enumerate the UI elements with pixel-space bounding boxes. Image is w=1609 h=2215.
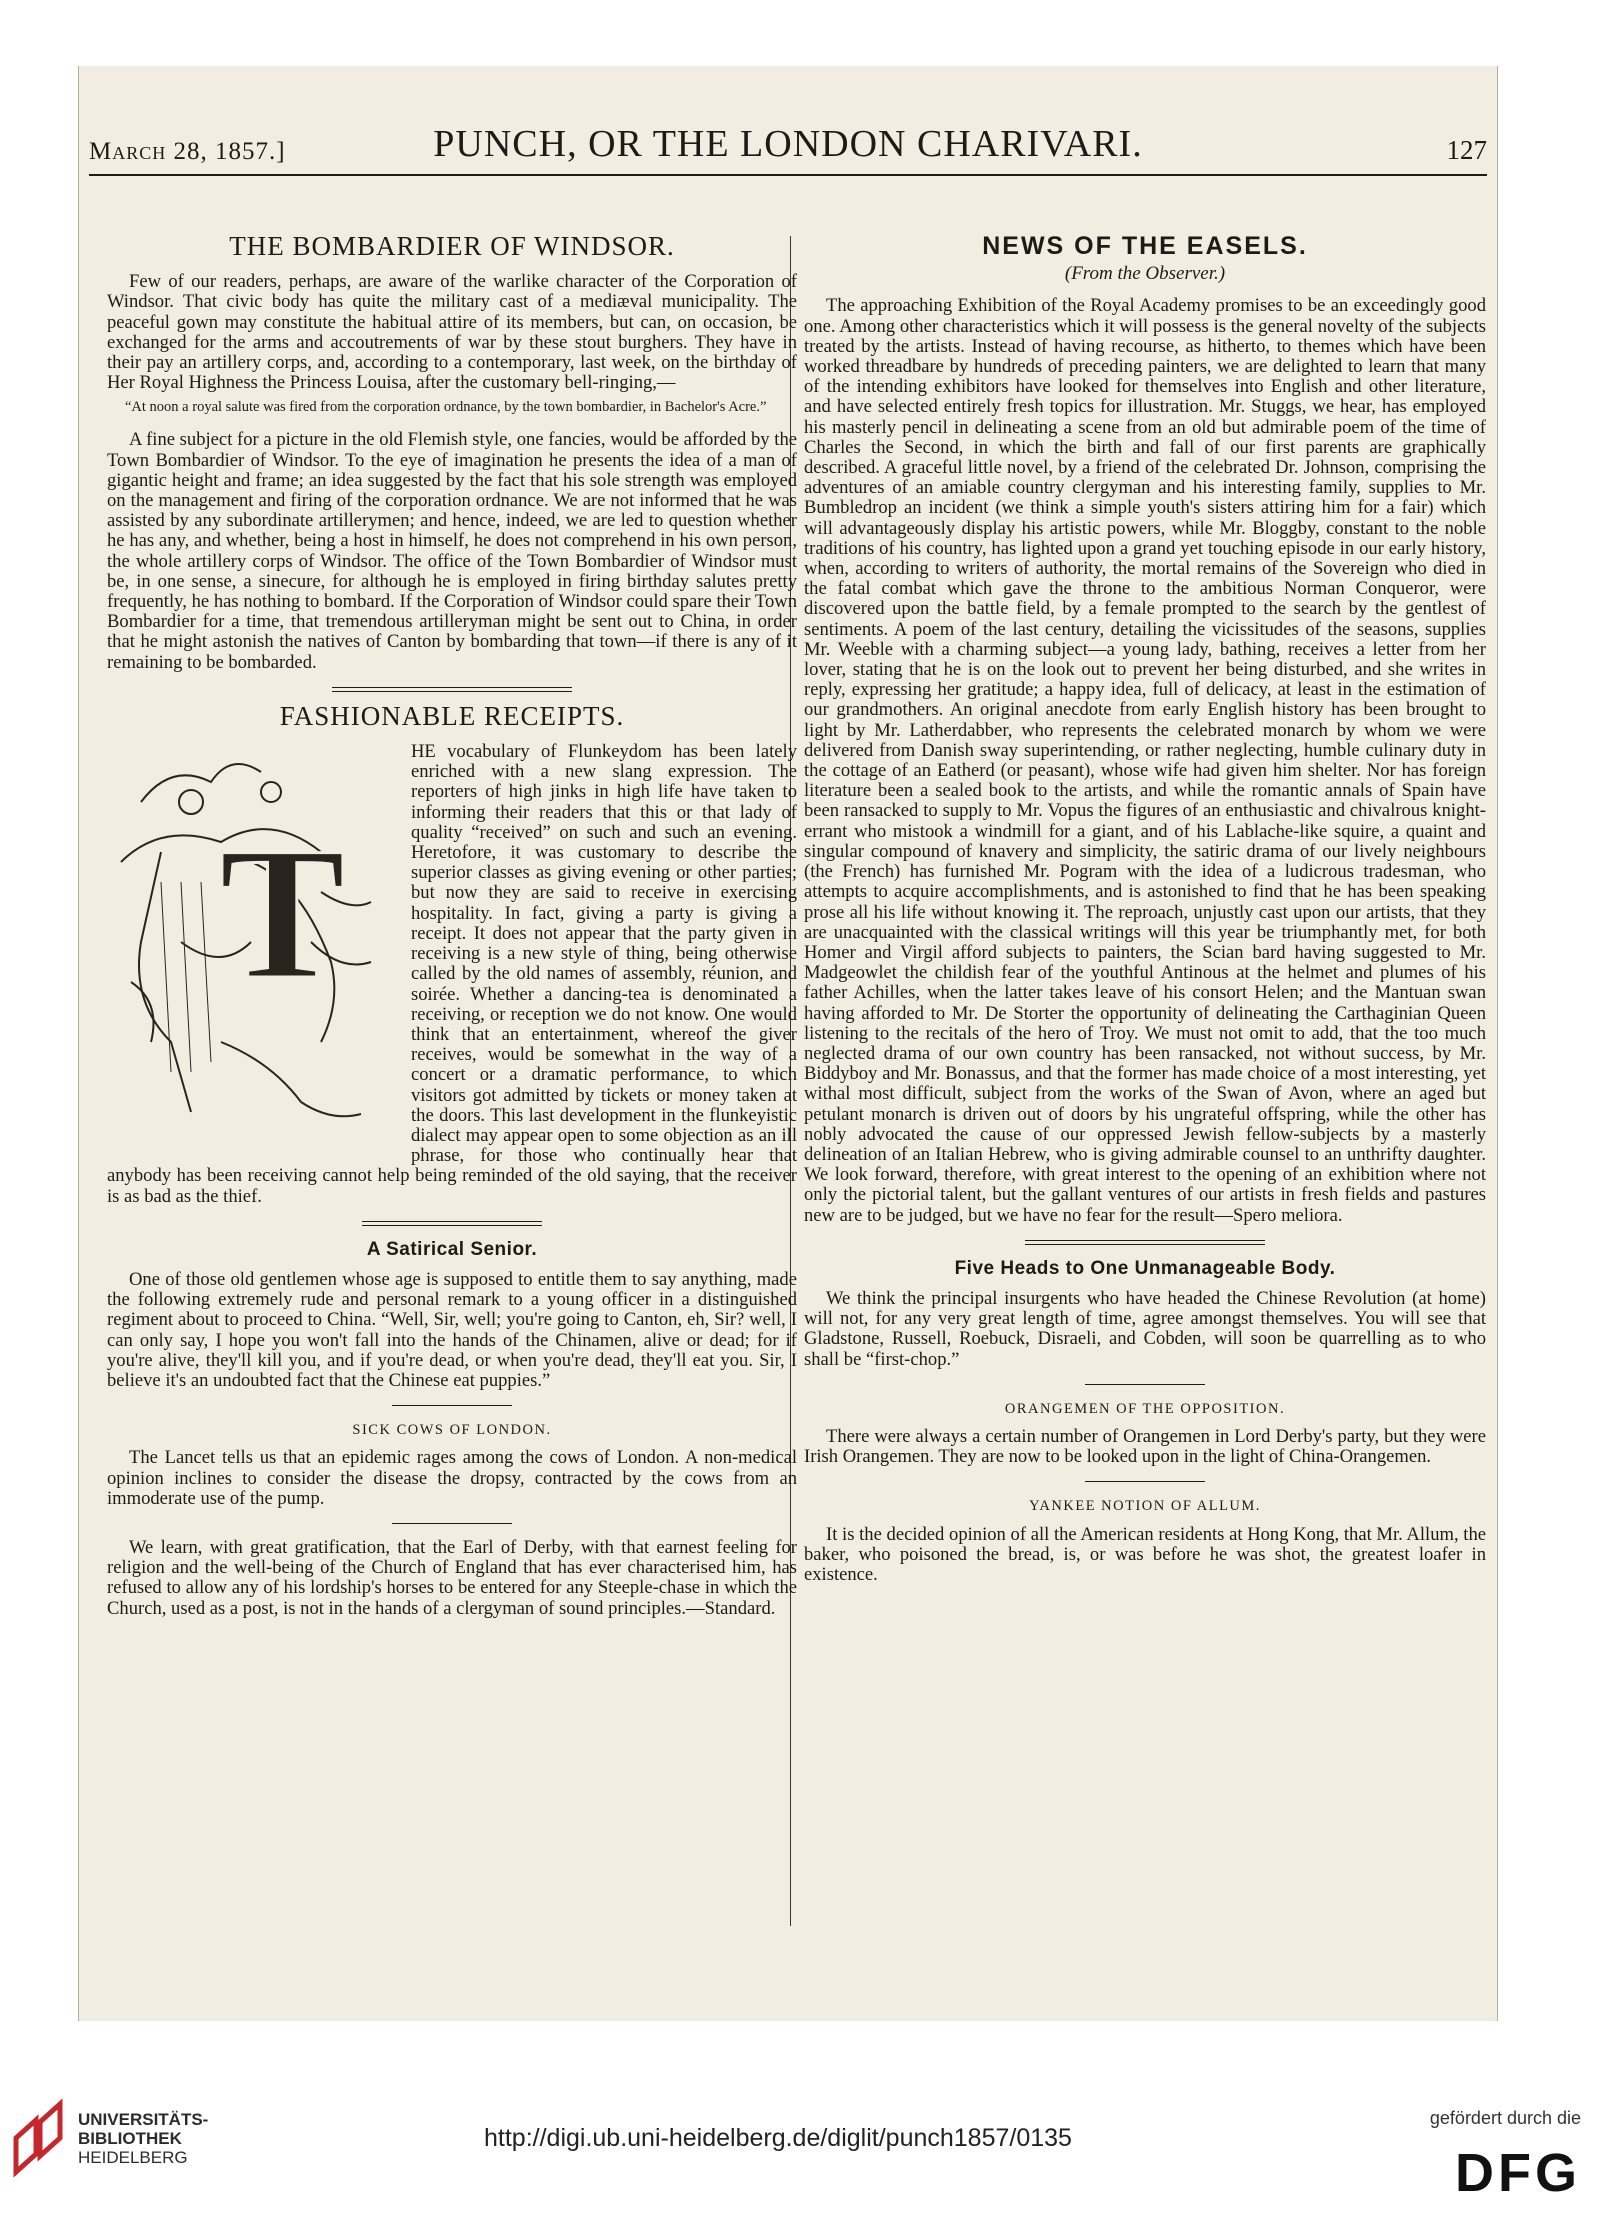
funding-label: gefördert durch die <box>1429 2108 1581 2128</box>
digitization-footer <box>0 2088 1609 2215</box>
article-derby <box>107 1538 797 1619</box>
article-byline: (From the Observer.) <box>1064 263 1226 285</box>
article-paragraph: We think the principal insurgents who have headed the Chinese Revolution (at home) will not, for any very great length of time, agree amongst themselves. You will see that Gladstone, Russell, Roebuck, Disraeli, and Cobden, will soon be quarrelling as to who shall be “first-chop.” <box>804 1287 1486 1370</box>
article-title: THE BOMBARDIER OF WINDSOR. <box>229 231 675 261</box>
section-divider <box>392 1523 512 1524</box>
section-divider <box>392 1405 512 1406</box>
masthead <box>89 96 1487 176</box>
article-paragraph: Few of our readers, perhaps, are aware of the warlike character of the Corporation of Windsor. That civic body has quite the military cast of a mediæval municipality. The peaceful gown may constitute the habitual attire of its members, but can, on occasion, be exchanged for the arms and accoutrements of war by these stout burghers. They have in their pay an artillery corps, and, according to a contemporary, last week, on the birthday of Her Royal Highness the Princess Louisa, after the customary bell-ringing,— <box>107 271 797 394</box>
article-paragraph: One of those old gentlemen whose age is supposed to entitle them to say anything, made the following extremely rude and personal remark to a young officer in a distinguished regiment about to proceed to China. “Well, Sir, well; you're going to Canton, eh, Sir? well, I can only say, I hope you won't fall into the hands of the Chinamen, alive or dead; for if you're alive, they'll kill you, and if you're dead, or when you're dead, they'll eat you. Sir, I believe it's an undoubted fact that the Chinese eat puppies.” <box>107 1268 797 1391</box>
dfg-logo[interactable]: DFG <box>1455 2143 1581 2203</box>
right-column <box>804 232 1486 1591</box>
issue-date: March 28, 1857.] <box>89 138 286 165</box>
article-paragraph: A fine subject for a picture in the old Flemish style, one fancies, would be afforded by the Town Bombardier of Windsor. To the eye of imagination he presents the idea of a man of gigantic height and frame; an idea suggested by the fact that his sole strength was employed on the management and firing of the corporation ordnance. We are not informed that he was assisted by any subordinate artillerymen; and hence, indeed, we are led to question whether he has any, and whether, being a host in himself, he does not comprehend in his own person, the whole artillery corps of Windsor. The office of the Town Bombardier of Windsor must be, in one sense, a sinecure, for although he is employed in firing birthday salutes pretty frequently, he has nothing to bombard. If the Corporation of Windsor could spare their Town Bombardier for a time, that tremendous artilleryman might be sent out to China, in order that he might astonish the natives of Canton by bombarding that town—if there is any of it remaining to be bombarded. <box>107 429 797 673</box>
section-divider <box>1025 1240 1265 1245</box>
article-title: NEWS OF THE EASELS. <box>982 232 1308 260</box>
library-logo[interactable] <box>10 2098 208 2178</box>
library-name <box>78 2110 208 2167</box>
article-five-heads <box>804 1259 1486 1370</box>
library-name-city: HEIDELBERG <box>78 2147 188 2167</box>
article-title: ORANGEMEN OF THE OPPOSITION. <box>1004 1400 1286 1417</box>
article-orangemen <box>804 1399 1486 1468</box>
article-news-of-the-easels <box>804 232 1486 1226</box>
article-title: FASHIONABLE RECEIPTS. <box>279 700 625 731</box>
article-paragraph: The Lancet tells us that an epidemic rages among the cows of London. A non-medical opinion inclines to consider the disease the dropsy, contracted by the cows from an immoderate use of the pump. <box>107 1447 797 1509</box>
left-column <box>107 231 797 1625</box>
article-title: A Satirical Senior. <box>366 1238 538 1260</box>
article-fashionable-receipts <box>107 700 797 1207</box>
article-paragraph: We learn, with great gratification, that the Earl of Derby, with that earnest feeling for religion and the well-being of the Church of England that has ever characterised him, has refused to allow any of his lordship's horses to be entered for any Steeple-chase in which the Church, used as a post, is not in the hands of a clergyman of sound principles.—Standard. <box>107 1536 797 1619</box>
article-quote: “At noon a royal salute was fired from the corporation ordnance, by the town bombardier, in Bachelor's Acre.” <box>125 399 767 416</box>
drop-cap-letter: T <box>219 809 346 1020</box>
publication-title: PUNCH, OR THE LONDON CHARIVARI. <box>433 123 1143 165</box>
article-bombardier <box>107 231 797 673</box>
article-satirical-senior <box>107 1240 797 1391</box>
newspaper-page <box>78 66 1498 2021</box>
section-divider <box>362 1221 542 1226</box>
library-name-line: BIBLIOTHEK <box>78 2128 182 2148</box>
article-title: SICK COWS OF LONDON. <box>352 1422 552 1439</box>
footman-illustration <box>101 742 401 1142</box>
article-title: YANKEE NOTION OF ALLUM. <box>1029 1498 1261 1515</box>
section-divider <box>332 687 572 692</box>
article-paragraph: HE vocabulary of Flunkeydom has been lately enriched with a new slang expression. The reporters of high jinks in high life have taken to informing their readers that this or that lady of quality “received” on such and such an evening. Heretofore, it was customary to describe the superior classes as giving evening or other parties; but now they are said to receive in exercising hospitality. In fact, giving a party is giving a receipt. It does not appear that the party given in receiving is a new style of thing, being otherwise called by the old names of assembly, réunion, and soirée. Whether a dancing-tea is denominated a receiving, or reception we do not know. One would think that an entertainment, whereof the giver receives, would be somewhat in the way of a concert or a dramatic performance, to which visitors got admitted by tickets or money taken at the doors. This last development in the flunkeyistic dialect may appear open to some objection as an ill phrase, for those who continually hear that anybody has been receiving cannot help being reminded of the old saying, that the receiver is as bad as the thief. <box>107 741 797 1207</box>
source-url-link[interactable]: http://digi.ub.uni-heidelberg.de/diglit/punch1857/0135 <box>484 2124 1072 2152</box>
library-emblem-icon <box>10 2098 68 2178</box>
article-paragraph: The approaching Exhibition of the Royal Academy promises to be an exceedingly good one. Among other characteristics which it will possess is the general novelty of the subjects treated by the artists. Instead of having recourse, as hitherto, to themes which have been worked threadbare by hundreds of preceding painters, we are delighted to learn that many of the intending exhibitors have looked for themselves into English and other literature, and have selected entirely fresh topics for illustration. Mr. Stuggs, we hear, has employed his masterly pencil in delineating a scene from an old but admirable poem of the time of Charles the Second, in which the birth and fall of our first parents are graphically described. A graceful little novel, by a friend of the celebrated Dr. Johnson, comprising the adventures of an amiable country clergyman and his interesting family, supplies to Mr. Bumbledrop an incident (we think a simple youth's sisters attiring him for a fair) which will advantageously display his artistic powers, while Mr. Bloggby, constant to the noble traditions of his country, has lighted upon a grand yet touching episode in our early history, when, according to writers of authority, the mortal remains of the Sovereign who died in the fatal combat which gave the throne to the ambitious Norman Conqueror, were discovered upon the battle field, by a female prompted to the search by the gentlest of sentiments. A poem of the last century, detailing the vicissitudes of the seasons, supplies Mr. Weeble with a charming subject—a young lady, bathing, receives a letter from her lover, stating that he is on the look out to prevent her being disturbed, and she writes in reply, expressing her gratitude; a happy idea, full of delicacy, at least in the estimation of our grandmothers. An original anecdote from early English history has been brought to light by Mr. Latherdabber, who represents the celebrated monarch by whom we were delivered from Danish sway superintending, or rather neglecting, humble culinary duty in the cottage of an Eatherd (or peasant), whose wife had given him shelter. Nor has foreign literature been a sealed book to the artists, and while the romantic annals of Spain have been ransacked to supply to Mr. Vopus the figures of an enthusiastic and chivalrous knight-errant who mistook a windmill for a giant, and of his Lablache-like squire, a quaint and singular compound of knavery and simplicity, the satiric drama of our lively neighbours (the French) has furnished Mr. Pogram with the idea of a ludicrous tradesman, who attempts to acquire accomplishments, and is astonished to find that he has been speaking prose all his life without knowing it. The reproach, unjustly cast upon our artists, that they are unacquainted with the classical writings will this year be triumphantly met, for both Homer and Virgil afford subjects to painters, the Scian bard having suggested to Mr. Madgeowlet the childish fear of the youthful Antinous at the helmet and plumes of his father Achilles, when the latter takes leave of his consort Helen; and the Mantuan swan having afforded to Mr. De Storter the opportunity of delineating the Carthaginian Queen listening to the recitals of the hero of Troy. We must not omit to add, that the too much neglected drama of our own country has been ransacked, not without success, by Mr. Biddyboy and Mr. Bonassus, and that the former has made choice of a most interesting, yet withal most difficult, subject from the works of the Swan of Avon, where an aged but petulant monarch is driven out of doors by his ungrateful offspring, while the other has nobly advocated the cause of our oppressed Jewish fellow-subjects by a masterly delineation of an Italian Hebrew, who is giving admirable counsel to an unthrifty daughter. We look forward, therefore, with great interest to the opening of an exhibition where not only the pictorial talent, but the gallant ventures of our artists in fresh fields and pastures new are to be judged, but we have no fear for the result—Spero meliora. <box>804 295 1486 1226</box>
section-divider <box>1085 1481 1205 1482</box>
article-sick-cows <box>107 1420 797 1509</box>
library-name-line: UNIVERSITÄTS- <box>78 2109 209 2129</box>
article-yankee-notion <box>804 1496 1486 1585</box>
illustration-initial-t <box>101 742 401 1142</box>
section-divider <box>1085 1384 1205 1385</box>
article-paragraph: It is the decided opinion of all the American residents at Hong Kong, that Mr. Allum, the baker, who poisoned the bread, is, or was before he was shot, the greatest loafer in existence. <box>804 1523 1486 1585</box>
page-number: 127 <box>1446 135 1487 165</box>
article-title: Five Heads to One Unmanageable Body. <box>954 1257 1336 1279</box>
article-paragraph: There were always a certain number of Orangemen in Lord Derby's party, but they were Irish Orangemen. They are now to be looked upon in the light of China-Orangemen. <box>804 1425 1486 1468</box>
